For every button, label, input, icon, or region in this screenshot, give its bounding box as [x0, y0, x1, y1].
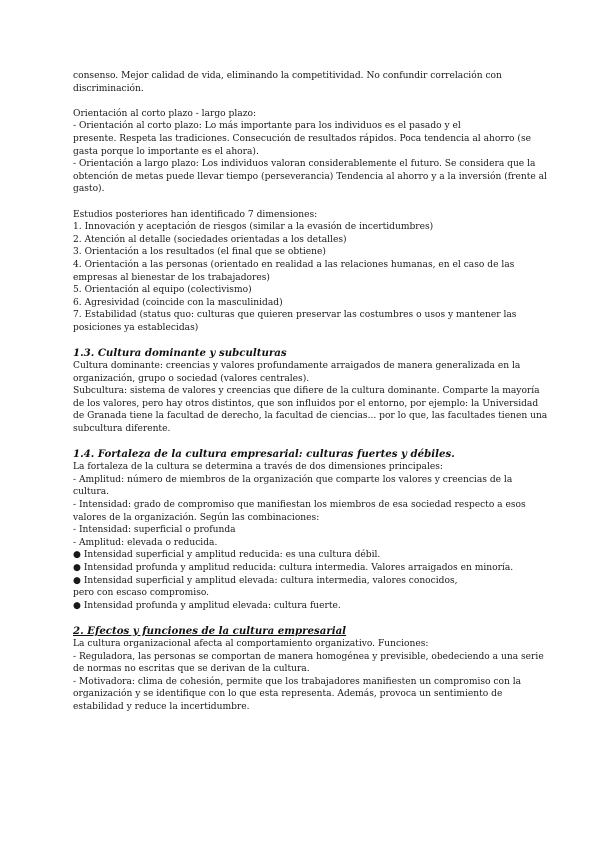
text-line: Cultura dominante: creencias y valores profundamente arraigados de manera generalizada en la — [73, 361, 521, 372]
list-item: posiciones ya establecidas) — [73, 322, 199, 333]
text-line: La fortaleza de la cultura se determina a través de dos dimensiones principales: — [73, 462, 443, 473]
text-line: - Intensidad: grado de compromiso que manifiestan los miembros de esa sociedad respecto a esos — [73, 500, 526, 510]
text-line: Orientación al corto plazo - largo plazo: — [73, 108, 257, 119]
text-line: Estudios posteriores han identificado 7 dimensiones: — [73, 209, 318, 220]
text-line: subcultura diferente. — [73, 424, 171, 435]
text-line: - Amplitud: elevada o reducida. — [73, 537, 218, 548]
text-line: Subcultura: sistema de valores y creencias que difiere de la cultura dominante. Comparte la mayoría — [73, 386, 540, 397]
bullet-item: ● Intensidad profunda y amplitud reducida: cultura intermedia. Valores arraigados en minoría. — [73, 562, 514, 573]
text-line: valores de la organización. Según las combinaciones: — [73, 512, 320, 523]
section-1-4-body — [73, 461, 535, 612]
text-line: de normas no escritas que se derivan de la cultura. — [73, 664, 310, 675]
list-item: 3. Orientación a los resultados (el final que se obtiene) — [73, 247, 326, 258]
text-line: pero con escaso compromiso. — [73, 588, 210, 599]
text-line: gasta porque lo importante es el ahora). — [73, 146, 259, 157]
paragraph-gap — [73, 334, 535, 347]
orientation-paragraph — [73, 108, 547, 196]
document-page — [73, 70, 548, 714]
list-item: 4. Orientación a las personas (orientado en realidad a las relaciones humanas, en el caso de las — [73, 259, 515, 270]
text-line: estabilidad y reduce la incertidumbre. — [73, 701, 250, 712]
text-line: - Orientación a largo plazo: Los individuos valoran considerablemente el futuro. Se considera que la — [73, 159, 536, 170]
list-item: 1. Innovación y aceptación de riesgos (similar a la evasión de incertidumbres) — [73, 222, 434, 233]
section-2-body — [73, 638, 544, 714]
intro-paragraph — [73, 70, 535, 95]
section-heading-1-4: 1.4. Fortaleza de la cultura empresarial: culturas fuertes y débiles. — [73, 448, 455, 461]
text-line: - Reguladora, las personas se comportan de manera homogénea y previsible, obedeciendo a una serie — [73, 651, 544, 662]
list-item: 5. Orientación al equipo (colectivismo) — [73, 285, 252, 296]
paragraph-gap — [73, 612, 535, 625]
text-line: discriminación. — [73, 83, 144, 94]
text-line: presente. Respeta las tradiciones. Consecución de resultados rápidos. Poca tendencia al ahorro (se — [73, 133, 532, 144]
text-line: organización y se identifique con lo que esta representa. Además, provoca un sentimiento de — [73, 689, 503, 700]
text-line: organización, grupo o sociedad (valores centrales). — [73, 373, 310, 384]
text-line: - Orientación al corto plazo: Lo más importante para los individuos es el pasado y el — [73, 121, 461, 132]
text-line: gasto). — [73, 184, 105, 195]
list-item: 2. Atención al detalle (sociedades orientadas a los detalles) — [73, 234, 347, 245]
text-line: obtención de metas puede llevar tiempo (perseverancia) Tendencia al ahorro y a la inversión (frente al — [73, 171, 547, 182]
bullet-item: ● Intensidad superficial y amplitud elevada: cultura intermedia, valores conocidos, — [73, 575, 458, 586]
section-heading-2: 2. Efectos y funciones de la cultura empresarial — [73, 624, 347, 637]
list-item: 7. Estabilidad (status quo: culturas que quieren preservar las costumbres o usos y mantener las — [73, 310, 517, 321]
text-line: de los valores, pero hay otros distintos, que son influidos por el entorno, por ejemplo: la Universidad — [73, 398, 539, 409]
section-1-3-body — [73, 360, 548, 436]
text-line: La cultura organizacional afecta al comportamiento organizativo. Funciones: — [73, 638, 429, 649]
text-line: de Granada tiene la facultad de derecho, la facultad de ciencias... por lo que, las facultades tienen una — [73, 411, 548, 422]
text-line: consenso. Mejor calidad de vida, eliminando la competitividad. No confundir correlación con — [73, 71, 502, 81]
list-item: empresas al bienestar de los trabajadores) — [73, 272, 270, 283]
paragraph-gap — [73, 436, 535, 449]
paragraph-gap — [73, 196, 535, 209]
bullet-item: ● Intensidad profunda y amplitud elevada: cultura fuerte. — [73, 600, 341, 611]
text-line: - Amplitud: número de miembros de la organización que comparte los valores y creencias de la — [73, 474, 513, 485]
text-line: cultura. — [73, 487, 110, 498]
dimensions-list — [73, 209, 535, 335]
paragraph-gap — [73, 95, 535, 108]
section-heading-1-3: 1.3. Cultura dominante y subculturas — [73, 347, 287, 360]
list-item: 6. Agresividad (coincide con la masculinidad) — [73, 297, 283, 308]
text-line: - Intensidad: superficial o profunda — [73, 525, 236, 536]
text-line: - Motivadora: clima de cohesión, permite que los trabajadores manifiesten un compromiso con la — [73, 676, 522, 687]
bullet-item: ● Intensidad superficial y amplitud reducida: es una cultura débil. — [73, 550, 381, 561]
